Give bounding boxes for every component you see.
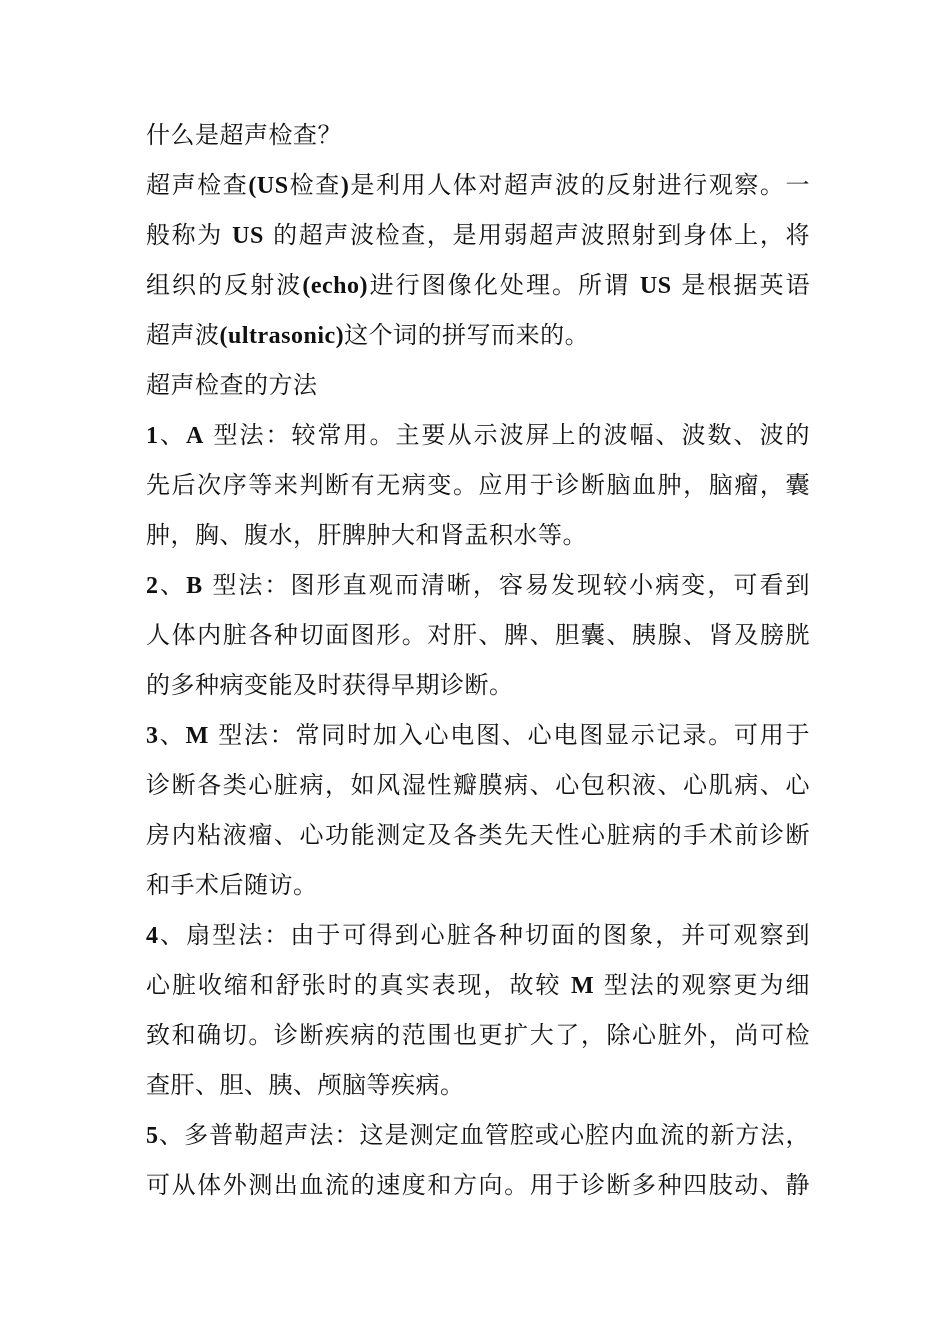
text-run: 是根据英语: [681, 271, 811, 299]
item-number: 3: [146, 723, 159, 749]
paragraph-line: 的多种病变能及时获得早期诊断。: [146, 671, 514, 699]
paragraph-line: 和手术后随访。: [146, 871, 318, 899]
method-item-b: [146, 560, 810, 710]
bold-term: (US: [248, 173, 289, 199]
paragraph-line: [146, 560, 810, 610]
paragraph-line: [146, 910, 810, 960]
bold-term: M: [185, 723, 209, 749]
method-item-sector: [146, 910, 810, 1110]
method-item-doppler: [146, 1110, 810, 1210]
text-run: 、: [158, 1121, 185, 1149]
method-item-a: [146, 410, 810, 560]
text-run: 、: [158, 721, 186, 749]
paragraph-line: [146, 310, 810, 360]
paragraph-line: 房内粘液瘤、心功能测定及各类先天性心脏病的手术前诊断: [146, 821, 810, 849]
text-run: 、: [158, 921, 187, 949]
text-run: 、: [158, 571, 187, 599]
paragraph-line: 致和确切。诊断疾病的范围也更扩大了，除心脏外，尚可检: [146, 1021, 810, 1049]
paragraph-line: 查肝、胆、胰、颅脑等疾病。: [146, 1071, 465, 1099]
paragraph-line: 诊断各类心脏病，如风湿性瓣膜病、心包积液、心肌病、心: [146, 771, 810, 799]
paragraph-line: 可从体外测出血流的速度和方向。用于诊断多种四肢动、静: [146, 1171, 810, 1199]
text-run: 进行图像化处理。所谓: [368, 271, 631, 299]
paragraph-line: [146, 410, 810, 460]
text-run: 检查: [288, 171, 341, 199]
text-run: 超声检查: [146, 171, 249, 199]
bold-term: ): [340, 173, 350, 199]
bold-term: B: [186, 573, 203, 599]
text-run: 多普勒超声法：这是测定血管腔或心腔内血流的新方法，: [184, 1121, 811, 1149]
bold-term: (echo): [302, 273, 369, 299]
paragraph-line: [146, 960, 810, 1010]
text-run: 般称为: [146, 221, 223, 249]
paragraph-line: [146, 1110, 810, 1160]
bold-term: A: [186, 423, 204, 449]
method-item-m: [146, 710, 810, 910]
paragraph-line: 先后次序等来判断有无病变。应用于诊断脑血肿，脑瘤，囊: [146, 471, 810, 499]
item-number: 1: [146, 423, 159, 449]
paragraph-line: 人体内脏各种切面图形。对肝、脾、胆囊、胰腺、肾及膀胱: [146, 621, 810, 649]
intro-paragraph: [146, 160, 810, 360]
bold-term: US: [232, 223, 264, 249]
text-run: 组织的反射波: [146, 271, 303, 299]
paragraph-line: [146, 210, 810, 260]
item-number: 2: [146, 573, 159, 599]
section-heading-what-is-ultrasound: 什么是超声检查？: [146, 121, 342, 149]
bold-term: (ultrasonic): [219, 323, 345, 349]
bold-term: US: [639, 273, 672, 299]
document-page: [146, 110, 810, 1210]
text-run: 型法的观察更为细: [603, 971, 810, 999]
text-run: 这个词的拼写而来的。: [344, 321, 590, 349]
section-heading-methods: 超声检查的方法: [146, 371, 318, 399]
bold-term: M: [571, 973, 595, 999]
item-number: 5: [146, 1123, 159, 1149]
text-run: 的超声波检查，是用弱超声波照射到身体上，将: [273, 221, 811, 249]
paragraph-line: [146, 710, 810, 760]
paragraph-line: [146, 260, 810, 310]
text-run: 心脏收缩和舒张时的真实表现，故较: [146, 971, 562, 999]
text-run: 型法：较常用。主要从示波屏上的波幅、波数、波的: [213, 421, 811, 449]
text-run: 扇型法：由于可得到心脏各种切面的图象，并可观察到: [186, 921, 811, 949]
paragraph-line: 肿，胸、腹水，肝脾肿大和肾盂积水等。: [146, 521, 587, 549]
text-run: 型法：常同时加入心电图、心电图显示记录。可用于: [218, 721, 810, 749]
text-run: 超声波: [146, 321, 220, 349]
text-run: 、: [158, 421, 187, 449]
text-run: 是利用人体对超声波的反射进行观察。一: [349, 171, 811, 199]
text-run: 型法：图形直观而清晰，容易发现较小病变，可看到: [212, 571, 810, 599]
item-number: 4: [146, 923, 159, 949]
paragraph-line: [146, 160, 810, 210]
